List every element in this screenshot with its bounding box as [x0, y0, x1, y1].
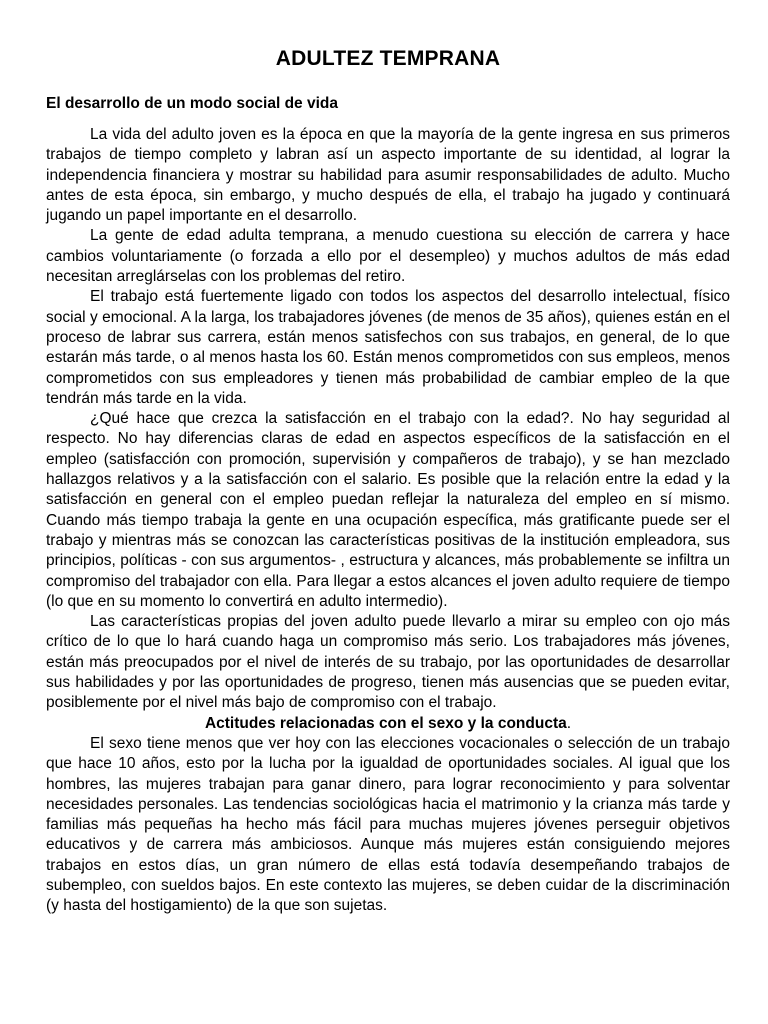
paragraph-6: El sexo tiene menos que ver hoy con las elecciones vocacionales o selección de un trabajo que hace 10 años, esto por la lucha por la igualdad de oportunidades sociales. Al igual que los hombres, las mujeres trabajan para ganar dinero, para lograr reconocimiento y para solventar necesidades personales. Las tendencias sociológicas hacia el matrimonio y la crianza más tarde y familias más pequeñas ha hecho más fácil para muchas mujeres jóvenes perseguir objetivos educativos y de carrera más ambiciosos. Aunque más mujeres están consiguiendo mejores trabajos en estos días, un gran número de ellas está todavía desempeñando trabajos de subempleo, con sueldos bajos. En este contexto las mujeres, se deben cuidar de la discriminación (y hasta del hostigamiento) de la que son sujetas. — [46, 734, 730, 915]
document-page — [46, 44, 730, 917]
paragraph-2: La gente de edad adulta temprana, a menudo cuestiona su elección de carrera y hace cambios voluntariamente (o forzada a ello por el desempleo) y muchos adultos de más edad necesitan arreglárselas con los problemas del retiro. — [46, 227, 730, 286]
paragraph-4: ¿Qué hace que crezca la satisfacción en el trabajo con la edad?. No hay seguridad al respecto. No hay diferencias claras de edad en aspectos específicos de la satisfacción en el empleo (satisfacción con promoción, supervisión y compañeros de trabajo), y se han mezclado hallazgos relativos y a la satisfacción con el salario. Es posible que la relación entre la edad y la satisfacción en general con el empleo puedan reflejar la naturaleza del empleo en sí mismo. Cuando más tiempo trabaja la gente en una ocupación específica, más gratificante puede ser el trabajo y mientras más se conozcan las características positivas de la institución empleadora, sus principios, políticas - con sus argumentos- , estructura y alcances, más probablemente se infiltra un compromiso del trabajador con ella. Para llegar a estos alcances el joven adulto requiere de tiempo (lo que en su momento lo convertirá en adulto intermedio). — [46, 410, 730, 610]
section-heading-period: . — [566, 714, 572, 732]
paragraph-5: Las características propias del joven adulto puede llevarlo a mirar su empleo con ojo más crítico de lo que lo hará cuando haga un compromiso más serio. Los trabajadores más jóvenes, están más preocupados por el nivel de interés de su trabajo, por las oportunidades de desarrollar sus habilidades y por las oportunidades de progreso, tienen más ausencias que se pueden evitar, posiblemente por el nivel más bajo de compromiso con el trabajo. — [46, 613, 730, 712]
paragraph-1: La vida del adulto joven es la época en que la mayoría de la gente ingresa en sus primeros trabajos de tiempo completo y labran así un aspecto importante de su identidad, al lograr la independencia financiera y mostrar su habilidad para asumir responsabilidades de adulto. Mucho antes de esta época, sin embargo, y mucho después de ella, el trabajo ha jugado y continuará jugando un papel importante en el desarrollo. — [46, 126, 730, 225]
paragraph-3: El trabajo está fuertemente ligado con todos los aspectos del desarrollo intelectual, físico social y emocional. A la larga, los trabajadores jóvenes (de menos de 35 años), quienes están en el proceso de labrar sus carrera, están menos satisfechos con sus trabajos, en general, de lo que estarán más tarde, o al menos hasta los 60. Están menos comprometidos con sus empleos, menos comprometidos con sus empleadores y tienen más probabilidad de cambiar empleo de la que tendrán más tarde en la vida. — [46, 288, 730, 407]
section-heading — [46, 714, 730, 734]
section-heading-text: Actitudes relacionadas con el sexo y la conducta — [204, 714, 567, 732]
document-title: ADULTEZ TEMPRANA — [275, 47, 501, 70]
section-subtitle: El desarrollo de un modo social de vida — [46, 95, 338, 112]
